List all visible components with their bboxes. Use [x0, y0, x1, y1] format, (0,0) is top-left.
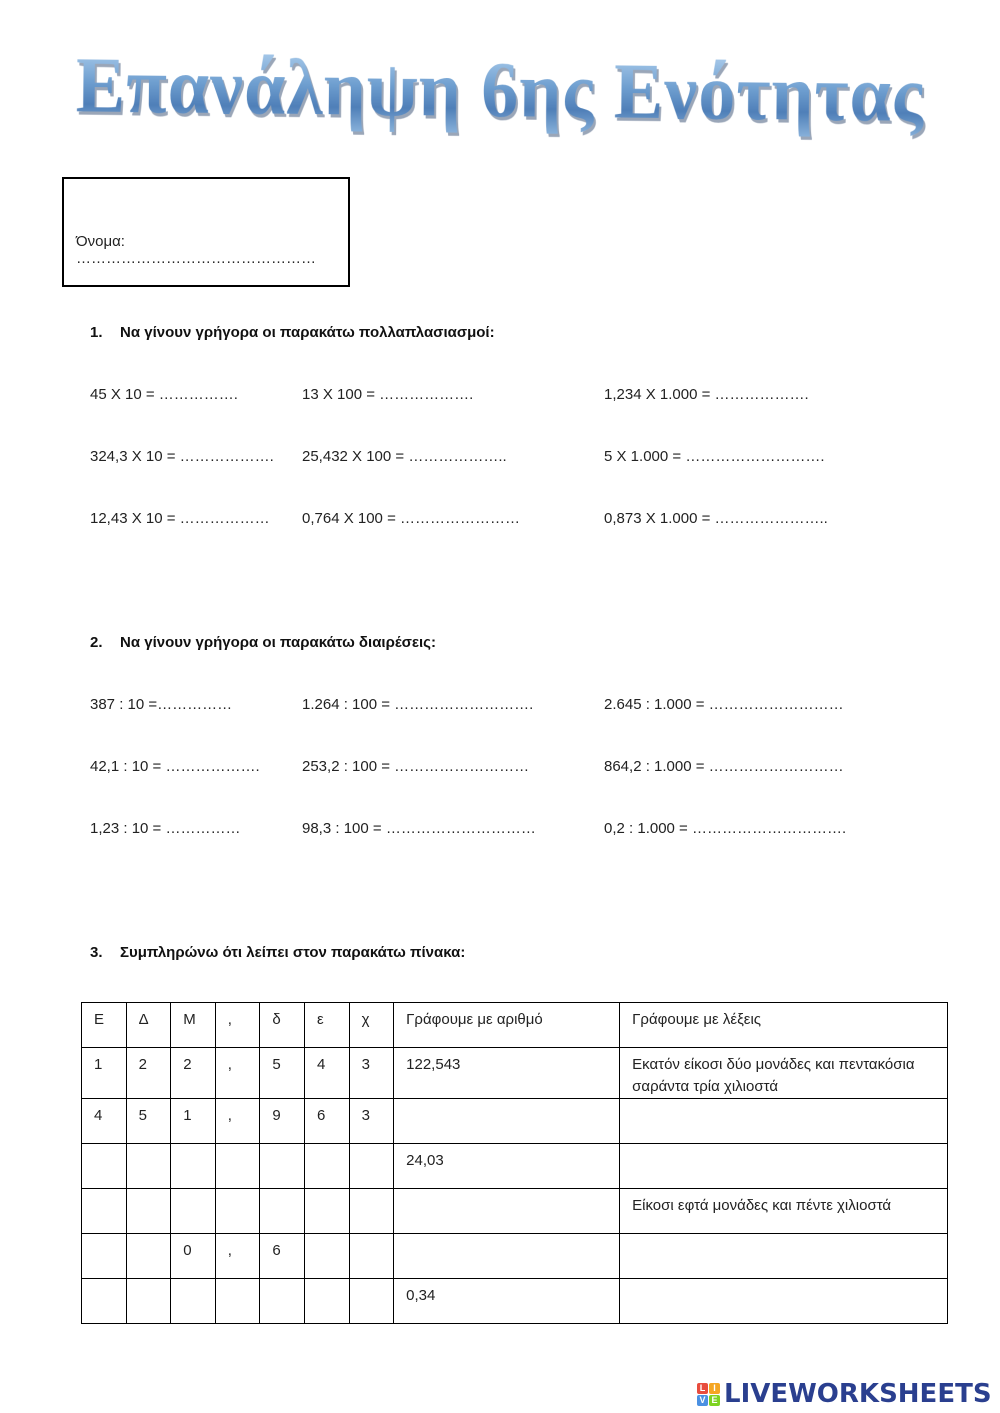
digit-cell[interactable] — [304, 1189, 349, 1234]
digit-cell[interactable] — [82, 1234, 127, 1279]
exercise-item[interactable]: 45 Χ 10 = ……………. — [90, 386, 238, 403]
digit-cell[interactable] — [349, 1234, 394, 1279]
digit-cell[interactable]: 6 — [260, 1234, 305, 1279]
logo-badge-letter: I — [709, 1383, 720, 1394]
words-cell[interactable]: Είκοσι εφτά μονάδες και πέντε χιλιοστά — [620, 1189, 948, 1234]
words-cell[interactable] — [620, 1279, 948, 1324]
table-header-row — [82, 1003, 948, 1048]
section3-heading — [90, 944, 465, 961]
table-row — [82, 1279, 948, 1324]
exercise-item[interactable]: 25,432 Χ 100 = ……………….. — [302, 448, 507, 465]
digit-cell[interactable]: 5 — [260, 1048, 305, 1099]
digit-cell[interactable] — [260, 1189, 305, 1234]
section3-number: 3. — [90, 944, 103, 961]
digit-cell[interactable] — [171, 1144, 216, 1189]
digit-cell[interactable] — [260, 1144, 305, 1189]
header-cell: Γράφουμε με λέξεις — [620, 1003, 948, 1048]
digit-cell[interactable] — [126, 1234, 171, 1279]
header-cell: χ — [349, 1003, 394, 1048]
table-row — [82, 1099, 948, 1144]
section1-heading-text: Να γίνουν γρήγορα οι παρακάτω πολλαπλασιασμοί: — [120, 324, 495, 341]
digit-cell[interactable] — [304, 1144, 349, 1189]
exercise-item[interactable]: 42,1 : 10 = ………………. — [90, 758, 260, 775]
digit-cell[interactable]: 4 — [304, 1048, 349, 1099]
digit-cell[interactable] — [260, 1279, 305, 1324]
digit-cell[interactable] — [82, 1189, 127, 1234]
exercise-item[interactable]: 387 : 10 =…………… — [90, 696, 233, 713]
exercise-item[interactable]: 253,2 : 100 = ……………………… — [302, 758, 530, 775]
section2-heading — [90, 634, 436, 651]
logo-badge-letter: E — [709, 1395, 720, 1406]
exercise-item[interactable]: 1,23 : 10 = …………… — [90, 820, 241, 837]
header-cell: ε — [304, 1003, 349, 1048]
digit-cell[interactable] — [215, 1144, 260, 1189]
digit-cell[interactable]: 0 — [171, 1234, 216, 1279]
worksheet-title: Επανάληψη 6ης Ενότητας — [0, 39, 1000, 142]
exercise-item[interactable]: 2.645 : 1.000 = ……………………… — [604, 696, 844, 713]
header-cell: Ε — [82, 1003, 127, 1048]
section2-number: 2. — [90, 634, 103, 651]
exercise-item[interactable]: 0,764 Χ 100 = …………………… — [302, 510, 520, 527]
exercise-item[interactable]: 5 Χ 1.000 = ………………………. — [604, 448, 825, 465]
exercise-item[interactable]: 1.264 : 100 = ………………………. — [302, 696, 534, 713]
exercise-item[interactable]: 864,2 : 1.000 = ……………………… — [604, 758, 844, 775]
digit-cell[interactable]: 2 — [171, 1048, 216, 1099]
digit-cell[interactable] — [171, 1279, 216, 1324]
digit-cell[interactable] — [171, 1189, 216, 1234]
digit-cell[interactable]: , — [215, 1048, 260, 1099]
header-cell: Μ — [171, 1003, 216, 1048]
digit-cell[interactable] — [349, 1279, 394, 1324]
words-cell[interactable] — [620, 1234, 948, 1279]
number-cell[interactable]: 0,34 — [394, 1279, 620, 1324]
number-cell[interactable] — [394, 1234, 620, 1279]
number-cell[interactable]: 122,543 — [394, 1048, 620, 1099]
liveworksheets-logo — [697, 1378, 992, 1410]
table-body — [82, 1003, 948, 1324]
place-value-table — [81, 1002, 948, 1324]
logo-text: LIVEWORKSHEETS — [724, 1379, 992, 1409]
digit-cell[interactable]: , — [215, 1099, 260, 1144]
table-row — [82, 1234, 948, 1279]
exercise-item[interactable]: 1,234 Χ 1.000 = ………………. — [604, 386, 809, 403]
digit-cell[interactable] — [82, 1144, 127, 1189]
digit-cell[interactable] — [126, 1279, 171, 1324]
exercise-item[interactable]: 12,43 Χ 10 = ……………… — [90, 510, 270, 527]
digit-cell[interactable]: 2 — [126, 1048, 171, 1099]
digit-cell[interactable] — [126, 1189, 171, 1234]
digit-cell[interactable]: , — [215, 1234, 260, 1279]
section3-heading-text: Συμπληρώνω ότι λείπει στον παρακάτω πίνακα: — [120, 944, 466, 961]
name-box — [62, 177, 350, 287]
logo-badge-icon — [697, 1383, 720, 1406]
exercise-item[interactable]: 0,873 Χ 1.000 = ………………….. — [604, 510, 828, 527]
logo-badge-letter: V — [697, 1395, 708, 1406]
header-cell: Δ — [126, 1003, 171, 1048]
digit-cell[interactable]: 1 — [171, 1099, 216, 1144]
digit-cell[interactable] — [304, 1234, 349, 1279]
name-field[interactable]: Όνομα: ………………………………………… — [76, 233, 316, 267]
digit-cell[interactable] — [215, 1279, 260, 1324]
words-cell[interactable]: Εκατόν είκοσι δύο μονάδες και πεντακόσια σαράντα τρία χιλιοστά — [620, 1048, 948, 1099]
exercise-item[interactable]: 0,2 : 1.000 = …………………………. — [604, 820, 847, 837]
digit-cell[interactable]: 4 — [82, 1099, 127, 1144]
header-cell: δ — [260, 1003, 305, 1048]
section1-heading — [90, 324, 495, 341]
section1-number: 1. — [90, 324, 103, 341]
digit-cell[interactable]: 3 — [349, 1099, 394, 1144]
number-cell[interactable] — [394, 1189, 620, 1234]
number-cell[interactable] — [394, 1099, 620, 1144]
digit-cell[interactable]: 3 — [349, 1048, 394, 1099]
words-cell[interactable] — [620, 1144, 948, 1189]
header-cell: Γράφουμε με αριθμό — [394, 1003, 620, 1048]
digit-cell[interactable]: 1 — [82, 1048, 127, 1099]
exercise-item[interactable]: 98,3 : 100 = ………………………… — [302, 820, 536, 837]
exercise-item[interactable]: 324,3 Χ 10 = ………………. — [90, 448, 274, 465]
digit-cell[interactable] — [349, 1189, 394, 1234]
section2-heading-text: Να γίνουν γρήγορα οι παρακάτω διαιρέσεις: — [120, 634, 436, 651]
digit-cell[interactable] — [349, 1144, 394, 1189]
digit-cell[interactable] — [215, 1189, 260, 1234]
table-row — [82, 1189, 948, 1234]
number-cell[interactable]: 24,03 — [394, 1144, 620, 1189]
digit-cell[interactable]: 5 — [126, 1099, 171, 1144]
table-row — [82, 1144, 948, 1189]
table-row — [82, 1048, 948, 1099]
digit-cell[interactable]: 9 — [260, 1099, 305, 1144]
digit-cell[interactable]: 6 — [304, 1099, 349, 1144]
exercise-item[interactable]: 13 Χ 100 = ………………. — [302, 386, 474, 403]
words-cell[interactable] — [620, 1099, 948, 1144]
digit-cell[interactable] — [82, 1279, 127, 1324]
header-cell: , — [215, 1003, 260, 1048]
digit-cell[interactable] — [304, 1279, 349, 1324]
digit-cell[interactable] — [126, 1144, 171, 1189]
logo-badge-letter: L — [697, 1383, 708, 1394]
